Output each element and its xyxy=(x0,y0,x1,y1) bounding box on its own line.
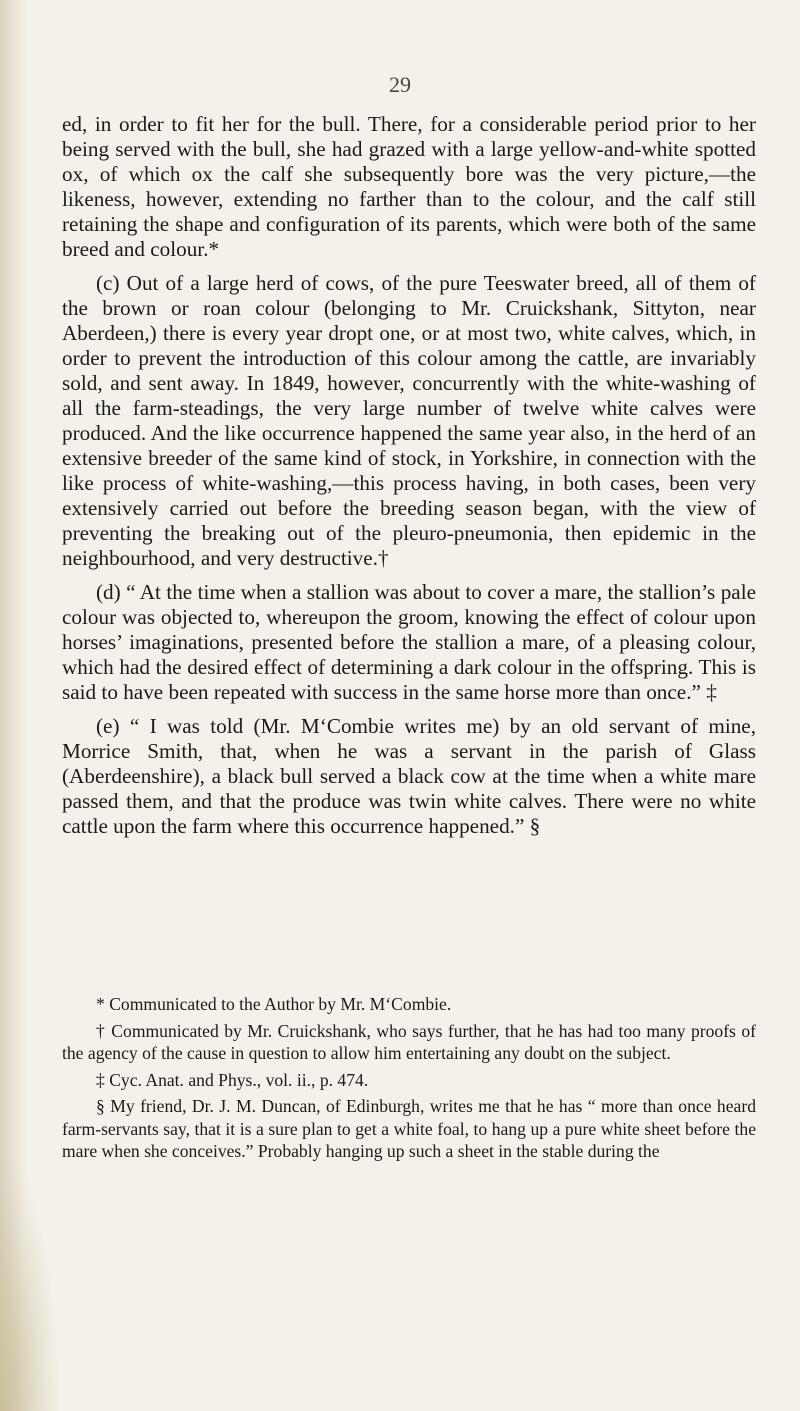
paragraph-e: (e) “ I was told (Mr. M‘Combie writes me) by an old servant of mine, Morrice Smith, that, when he was a servant in the parish of Glass (Aberdeenshire), a black bull served a black cow at the time when a white mare passed them, and that the produce was twin white calves. There were no white cattle upon the farm where this occurrence happened.” § xyxy=(62,714,756,838)
footnote-double-dagger: ‡ Cyc. Anat. and Phys., vol. ii., p. 474. xyxy=(96,1069,369,1090)
footnote-section: § My friend, Dr. J. M. Duncan, of Edinburgh, writes me that he has “ more than once heard farm-servants say, that it is a sure plan to get a white foal, to hang up a pure white sheet before the mare when she conceives.” Probably hanging up such a sheet in the stable during the xyxy=(62,1096,756,1161)
footnote-star: * Communicated to the Author by Mr. M‘Combie. xyxy=(96,994,452,1014)
page-stain xyxy=(0,1151,60,1411)
footnote-dagger: † Communicated by Mr. Cruickshank, who says further, that he has had too many proofs of the agency of the cause in question to allow him entertaining any doubt on the subject. xyxy=(62,1020,756,1063)
footnotes xyxy=(62,993,756,1163)
paragraph-continuation: ed, in order to fit her for the bull. There, for a considerable period prior to her being served with the bull, she had grazed with a large yellow-and-white spotted ox, of which ox the calf she subsequently bore was the very picture,—the likeness, however, extending no farther than to the colour, and the calf still retaining the shape and configuration of its parents, which were both of the same breed and colour.* xyxy=(62,112,756,261)
paragraph-d: (d) “ At the time when a stallion was about to cover a mare, the stallion’s pale colour was objected to, whereupon the groom, knowing the effect of colour upon horses’ imaginations, presented before the stallion a mare, of a pleasing colour, which had the desired effect of determining a dark colour in the offspring. This is said to have been repeated with success in the same horse more than once.” ‡ xyxy=(62,580,756,704)
paragraph-c: (c) Out of a large herd of cows, of the pure Teeswater breed, all of them of the brown or roan colour (belonging to Mr. Cruickshank, Sittyton, near Aberdeen,) there is every year dropt one, or at most two, white calves, which, in order to prevent the introduction of this colour among the cattle, are invariably sold, and sent away. In 1849, however, concurrently with the white-washing of all the farm-steadings, the very large number of twelve white calves were produced. And the like occurrence happened the same year also, in the herd of an extensive breeder of the same kind of stock, in Yorkshire, in connection with the like process of white-washing,—this process having, in both cases, been very extensively carried out before the breeding season began, with the view of preventing the breaking out of the pleuro-pneumonia, then epidemic in the neighbourhood, and very destructive.† xyxy=(62,271,756,570)
body-text xyxy=(62,112,756,839)
page-number: 29 xyxy=(389,72,411,97)
